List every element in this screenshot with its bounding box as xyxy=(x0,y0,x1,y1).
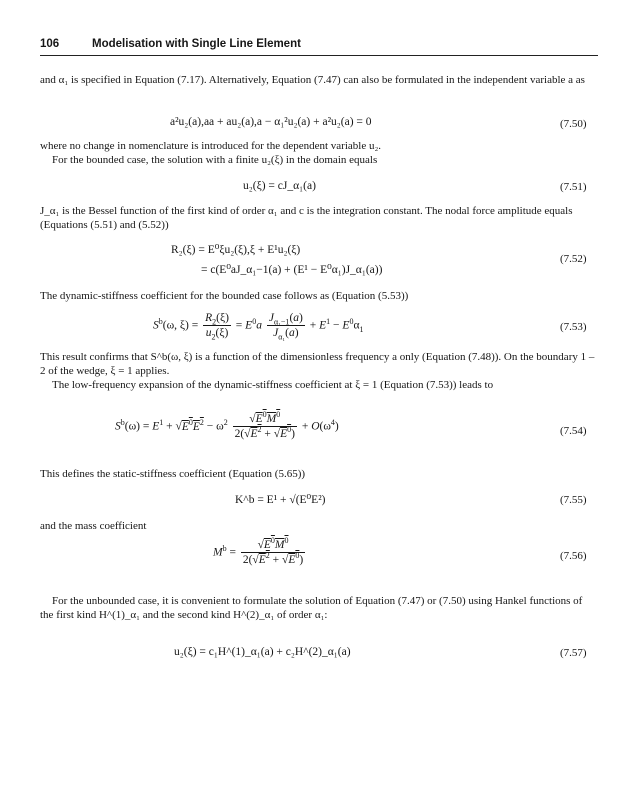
equation-7-55-body: K^b = E¹ + √(E⁰E²) xyxy=(235,494,326,506)
equation-7-53: $S^b(\omega$, ξ) = $\frac{R_2(\xi)}{u_2(\xi)}$ = $E^0a$ $\frac{J_{\alpha_1-1}(a)}{J_{\alpha_1}(a)}$ + $E^1 - E^0\alpha_1$ xyxy=(153,312,364,342)
equation-number-7-51: (7.51) xyxy=(560,181,587,193)
equation-7-52-line-2: = c(E⁰aJ_α₁−1(a) + (E¹ − E⁰α₁)J_α₁(a)) xyxy=(201,264,383,276)
equation-7-50 xyxy=(170,116,372,128)
header-rule xyxy=(40,55,598,56)
equation-7-50-body: a²u₂(a),aa + au₂(a),a − α₁²u₂(a) + a²u₂(a) = 0 xyxy=(170,116,372,128)
equation-7-54: $S^b(\omega) = E^1 + √E^0E^2 - \omega^2$ $\frac{√E^0M^0}{2(√E^2 + √E^0)}$ + $O(\omega^4)$ xyxy=(115,410,339,440)
paragraph-mass-coefficient: and the mass coefficient xyxy=(40,520,147,532)
paragraph-dynamic-stiffness: The dynamic-stiffness coefficient for the bounded case follows as (Equation (5.53)) xyxy=(40,290,409,302)
equation-7-51 xyxy=(243,180,316,192)
paragraph-nomenclature: where no change in nomenclature is introduced for the dependent variable u₂. xyxy=(40,140,382,152)
paragraph-static-stiffness: This defines the static-stiffness coefficient (Equation (5.65)) xyxy=(40,468,306,480)
equation-number-7-56: (7.56) xyxy=(560,550,587,562)
paragraph-intro: and α₁ is specified in Equation (7.17). Alternatively, Equation (7.47) can also be formulated in the independent variable a as xyxy=(40,74,585,86)
paragraph-bessel: J_α₁ is the Bessel function of the first kind of order α₁ and c is the integration constant. The nodal force amplitude equals (Equations (5.51) and (5.52)) xyxy=(40,205,573,232)
fraction-mass-term: $\frac{√E^0M^0}{2(√E^2 + √E^0)}$ xyxy=(234,410,295,440)
equation-number-7-57: (7.57) xyxy=(560,647,587,659)
equation-7-57-body: u₂(ξ) = c₁H^(1)_α₁(a) + c₂H^(2)_α₁(a) xyxy=(174,646,351,658)
paragraph-confirmation: This result confirms that S^b(ω, ξ) is a function of the dimensionless frequency a only (Equation (7.48)). On the boundary 1 – 2 of the wedge, ξ = 1 applies. xyxy=(40,351,595,378)
equation-number-7-52: (7.52) xyxy=(560,253,587,265)
equation-7-57 xyxy=(174,646,351,658)
equation-7-52-line-1: R₂(ξ) = E⁰ξu₂(ξ),ξ + E¹u₂(ξ) xyxy=(171,244,301,256)
equation-7-55 xyxy=(235,492,325,506)
equation-7-56: $M^b$ = $\frac{√E^0M^0}{2(√E^2 + √E^0)}$ xyxy=(213,536,304,566)
paragraph-low-frequency: The low-frequency expansion of the dynamic-stiffness coefficient at ξ = 1 (Equation (7.53)) leads to xyxy=(52,379,494,391)
equation-7-51-body: u₂(ξ) = cJ_α₁(a) xyxy=(243,180,316,192)
equation-number-7-55: (7.55) xyxy=(560,494,587,506)
equation-number-7-50: (7.50) xyxy=(560,118,587,130)
fraction-r2-over-u2: $\frac{R_2(\xi)}{u_2(\xi)}$ xyxy=(205,312,229,342)
running-header xyxy=(40,38,598,54)
chapter-title: Modelisation with Single Line Element xyxy=(92,38,301,50)
paragraph-bounded-case: For the bounded case, the solution with a finite u₂(ξ) in the domain equals xyxy=(52,154,378,166)
page-number: 106 xyxy=(40,38,60,50)
fraction-bessel-ratio: $\frac{J_{\alpha_1-1}(a)}{J_{\alpha_1}(a)}$ xyxy=(268,312,303,342)
paragraph-unbounded-case: For the unbounded case, it is convenient to formulate the solution of Equation (7.47) or (7.50) using Hankel functions of the first kind H^(1)_α₁ and the second kind H^(2)_α₁ of order α₁: xyxy=(40,595,583,622)
equation-number-7-54: (7.54) xyxy=(560,425,587,437)
fraction-mass-coefficient: $\frac{√E^0M^0}{2(√E^2 + √E^0)}$ xyxy=(242,536,304,566)
equation-number-7-53: (7.53) xyxy=(560,321,587,333)
